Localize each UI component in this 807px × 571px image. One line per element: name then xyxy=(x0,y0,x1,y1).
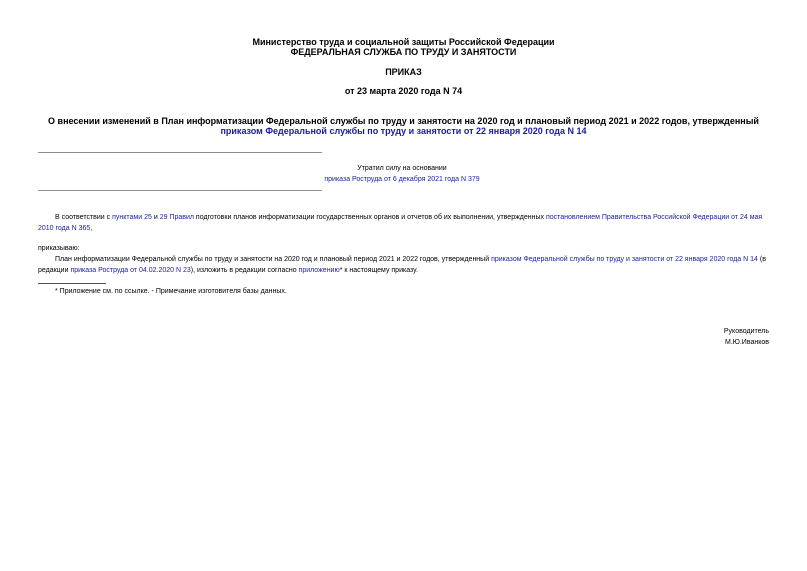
preamble-text: , xyxy=(90,225,93,232)
order-text: ), изложить в редакции согласно xyxy=(190,267,299,274)
signature-name: М.Ю.Иванков xyxy=(725,339,769,346)
order-word: приказываю: xyxy=(38,245,80,252)
order-paragraph xyxy=(38,254,770,276)
preamble-text: и xyxy=(151,214,160,221)
points-25-link[interactable]: пунктами 25 xyxy=(112,214,152,221)
appendix-link[interactable]: приложению xyxy=(298,267,340,274)
bottom-divider xyxy=(38,190,322,191)
point-29-link[interactable]: 29 xyxy=(159,214,168,221)
document-title-line1: О внесении изменений в План информатизации Федеральной службы по труду и занятости на 2020 год и плановый период 2021 и 2022 годов, утвержденный xyxy=(48,116,759,126)
top-divider xyxy=(38,152,322,153)
original-order-link[interactable]: приказом Федеральной службы по труду и занятости от 22 января 2020 года N 14 xyxy=(491,256,758,263)
government-decree-link[interactable]: постановлением Правительства Российской Федерации от 24 мая 2010 года N 365 xyxy=(38,214,763,232)
preamble-paragraph xyxy=(38,212,770,234)
title-order-link[interactable]: приказом Федеральной службы по труду и занятости от 22 января 2020 года N 14 xyxy=(220,126,587,136)
rules-link[interactable]: Правил xyxy=(169,214,194,221)
preamble-text: подготовки планов информатизации государственных органов и отчетов об их выполнении, утвержденных xyxy=(193,214,546,221)
service-name: ФЕДЕРАЛЬНАЯ СЛУЖБА ПО ТРУДУ И ЗАНЯТОСТИ xyxy=(290,47,517,57)
ministry-name: Министерство труда и социальной защиты Российской Федерации xyxy=(252,37,555,47)
order-text: (в редакции xyxy=(38,256,766,274)
document-date-number: от 23 марта 2020 года N 74 xyxy=(344,86,463,96)
document-title-line2 xyxy=(0,126,807,137)
preamble-text: В соответствии с xyxy=(55,214,113,221)
signature-position: Руководитель xyxy=(723,328,769,335)
footnote-divider xyxy=(38,283,106,284)
status-text: Утратил силу на основании xyxy=(357,165,447,172)
status-line xyxy=(322,175,482,185)
repeal-order-link[interactable]: приказа Роструда от 6 декабря 2021 года N 379 xyxy=(324,176,480,183)
document-type: ПРИКАЗ xyxy=(385,67,422,77)
footnote: * Приложение см. по ссылке. - Примечание изготовителя базы данных. xyxy=(55,288,287,295)
amendment-order-link[interactable]: приказа Роструда от 04.02.2020 N 23 xyxy=(70,267,191,274)
order-text: * к настоящему приказу. xyxy=(339,267,418,274)
order-text: План информатизации Федеральной службы по труду и занятости на 2020 год и плановый период 2021 и 2022 годов, утвержденный xyxy=(55,256,492,263)
